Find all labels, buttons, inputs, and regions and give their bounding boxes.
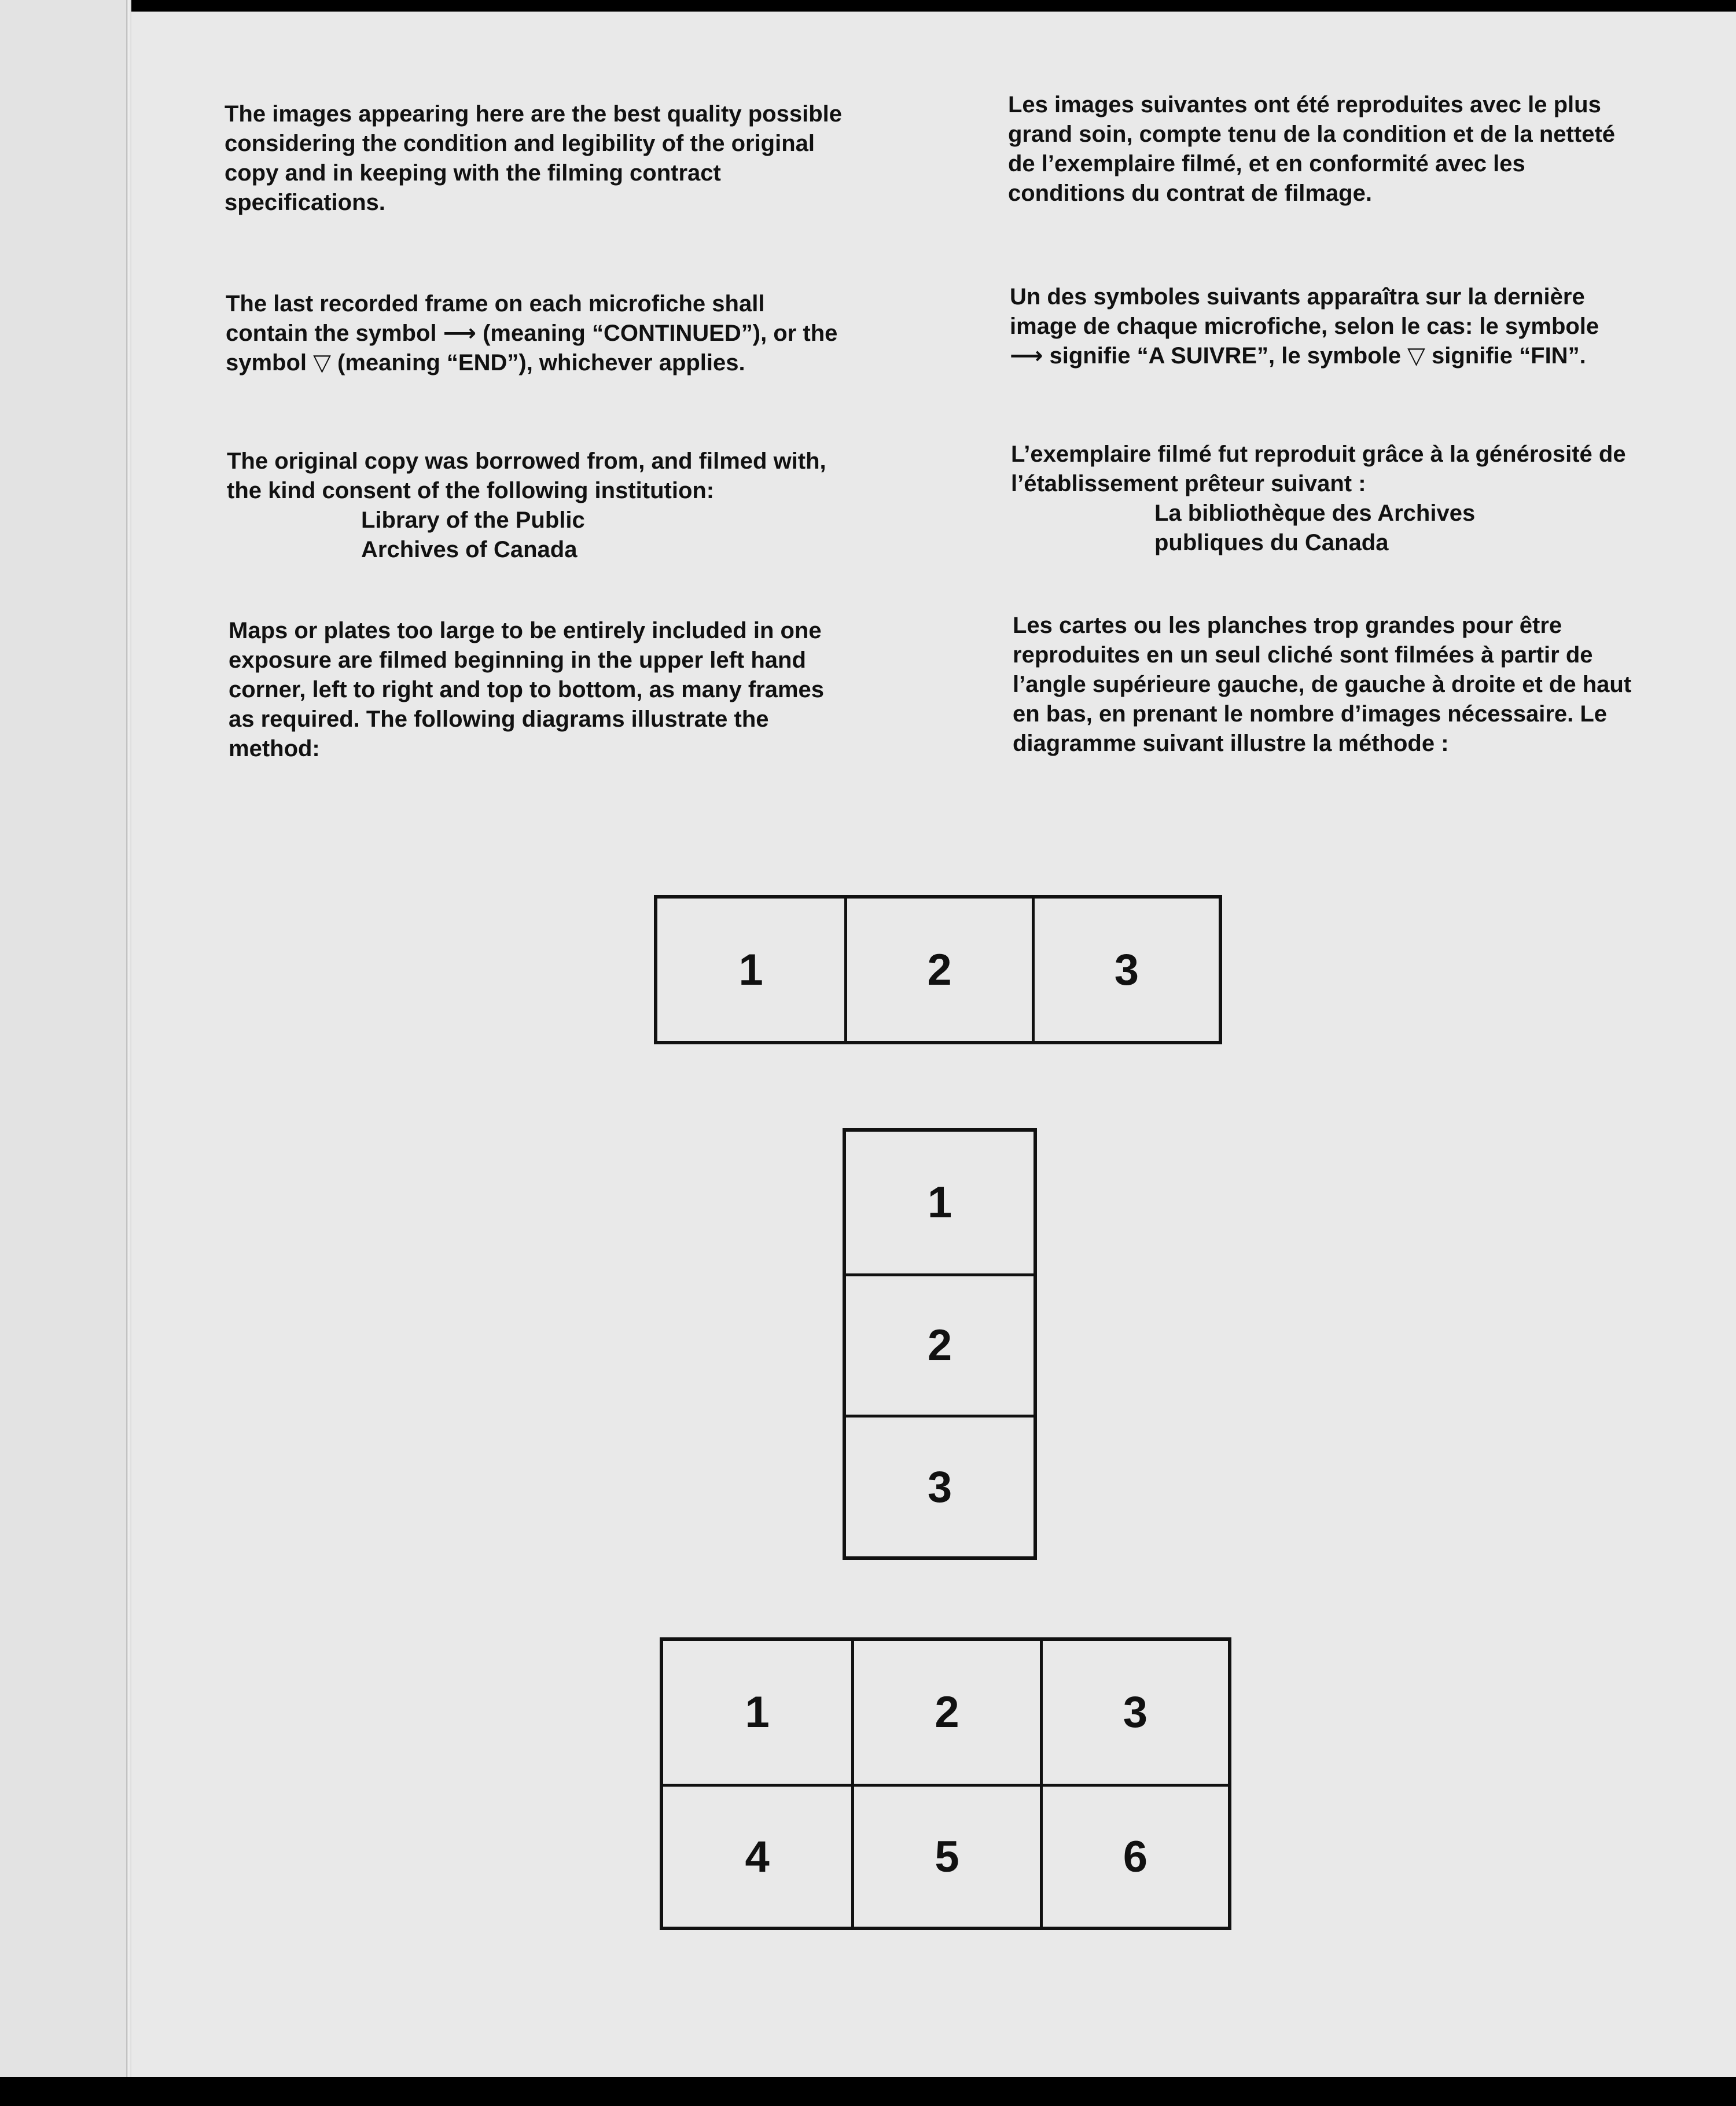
french-maps-paragraph [1013,611,1643,759]
english-institution-line-2: Archives of Canada [361,537,578,562]
french-consent-text: L’exemplaire filmé fut reproduit grâce à la générosité de l’établissement prêteur suivant : [1011,441,1626,496]
horizontal-frames-diagram [654,895,1222,1044]
left-margin [0,0,130,2083]
french-quality-text: Les images suivantes ont été reproduites avec le plus grand soin, compte tenu de la condition et de la netteté de l’exemplaire filmé, et en conformité avec les conditions du contrat de filmage. [1008,92,1616,206]
six-frame-grid-diagram [660,1637,1231,1930]
frame-cell: 1 [927,1177,952,1227]
french-maps-text: Les cartes ou les planches trop grandes pour être reproduites en un seul cliché sont filmées à partir de l’angle supérieure gauche, de gauche à droite et de haut en bas, en prenant le nombre d’images nécessaire. Le diagramme suivant illustre la méthode : [1013,613,1632,756]
frame-cell: 2 [844,899,1031,1041]
frame-cell: 3 [1040,1641,1228,1784]
english-maps-paragraph [229,616,854,764]
french-symbols-paragraph [1010,282,1635,371]
french-consent-paragraph [1011,440,1636,558]
french-quality-paragraph [1008,90,1633,208]
frame-cell: 4 [663,1784,851,1927]
french-symbols-text: Un des symboles suivants apparaîtra sur la dernière image de chaque microfiche, selon le cas: le symbole ⟶ signifie “A SUIVRE”, le symbole ▽ signifie “FIN”. [1010,284,1599,369]
english-consent-text: The original copy was borrowed from, and filmed with, the kind consent of the following institution: [227,448,826,503]
frame-cell: 2 [846,1273,1033,1415]
french-institution-line-1: La bibliothèque des Archives [1154,500,1476,526]
english-symbols-text: The last recorded frame on each microfiche shall contain the symbol ⟶ (meaning “CONTINUED”), or the symbol ▽ (meaning “END”), whichever applies. [226,291,838,375]
frame-cell: 3 [1032,899,1219,1041]
frame-cell: 1 [745,1688,770,1737]
english-quality-paragraph [225,100,849,218]
frame-cell: 5 [851,1784,1039,1927]
english-maps-text: Maps or plates too large to be entirely included in one exposure are filmed beginning in the upper left hand corner, left to right and top to bottom, as many frames as required. The following diagrams illustrate the method: [229,618,825,761]
frame-cell: 1 [738,945,763,995]
vertical-frames-diagram [843,1128,1037,1560]
french-institution-line-2: publiques du Canada [1154,530,1389,555]
english-institution-line-1: Library of the Public [361,507,585,533]
frame-cell: 2 [851,1641,1039,1784]
frame-cell: 6 [1040,1784,1228,1927]
frame-cell: 3 [846,1415,1033,1556]
top-border [130,0,1736,12]
page-fold [126,0,131,2083]
english-quality-text: The images appearing here are the best quality possible considering the condition and legibility of the original copy and in keeping with the filming contract specifications. [225,101,842,215]
english-symbols-paragraph [226,289,851,378]
english-consent-paragraph [227,447,852,565]
bottom-border [0,2077,1736,2106]
